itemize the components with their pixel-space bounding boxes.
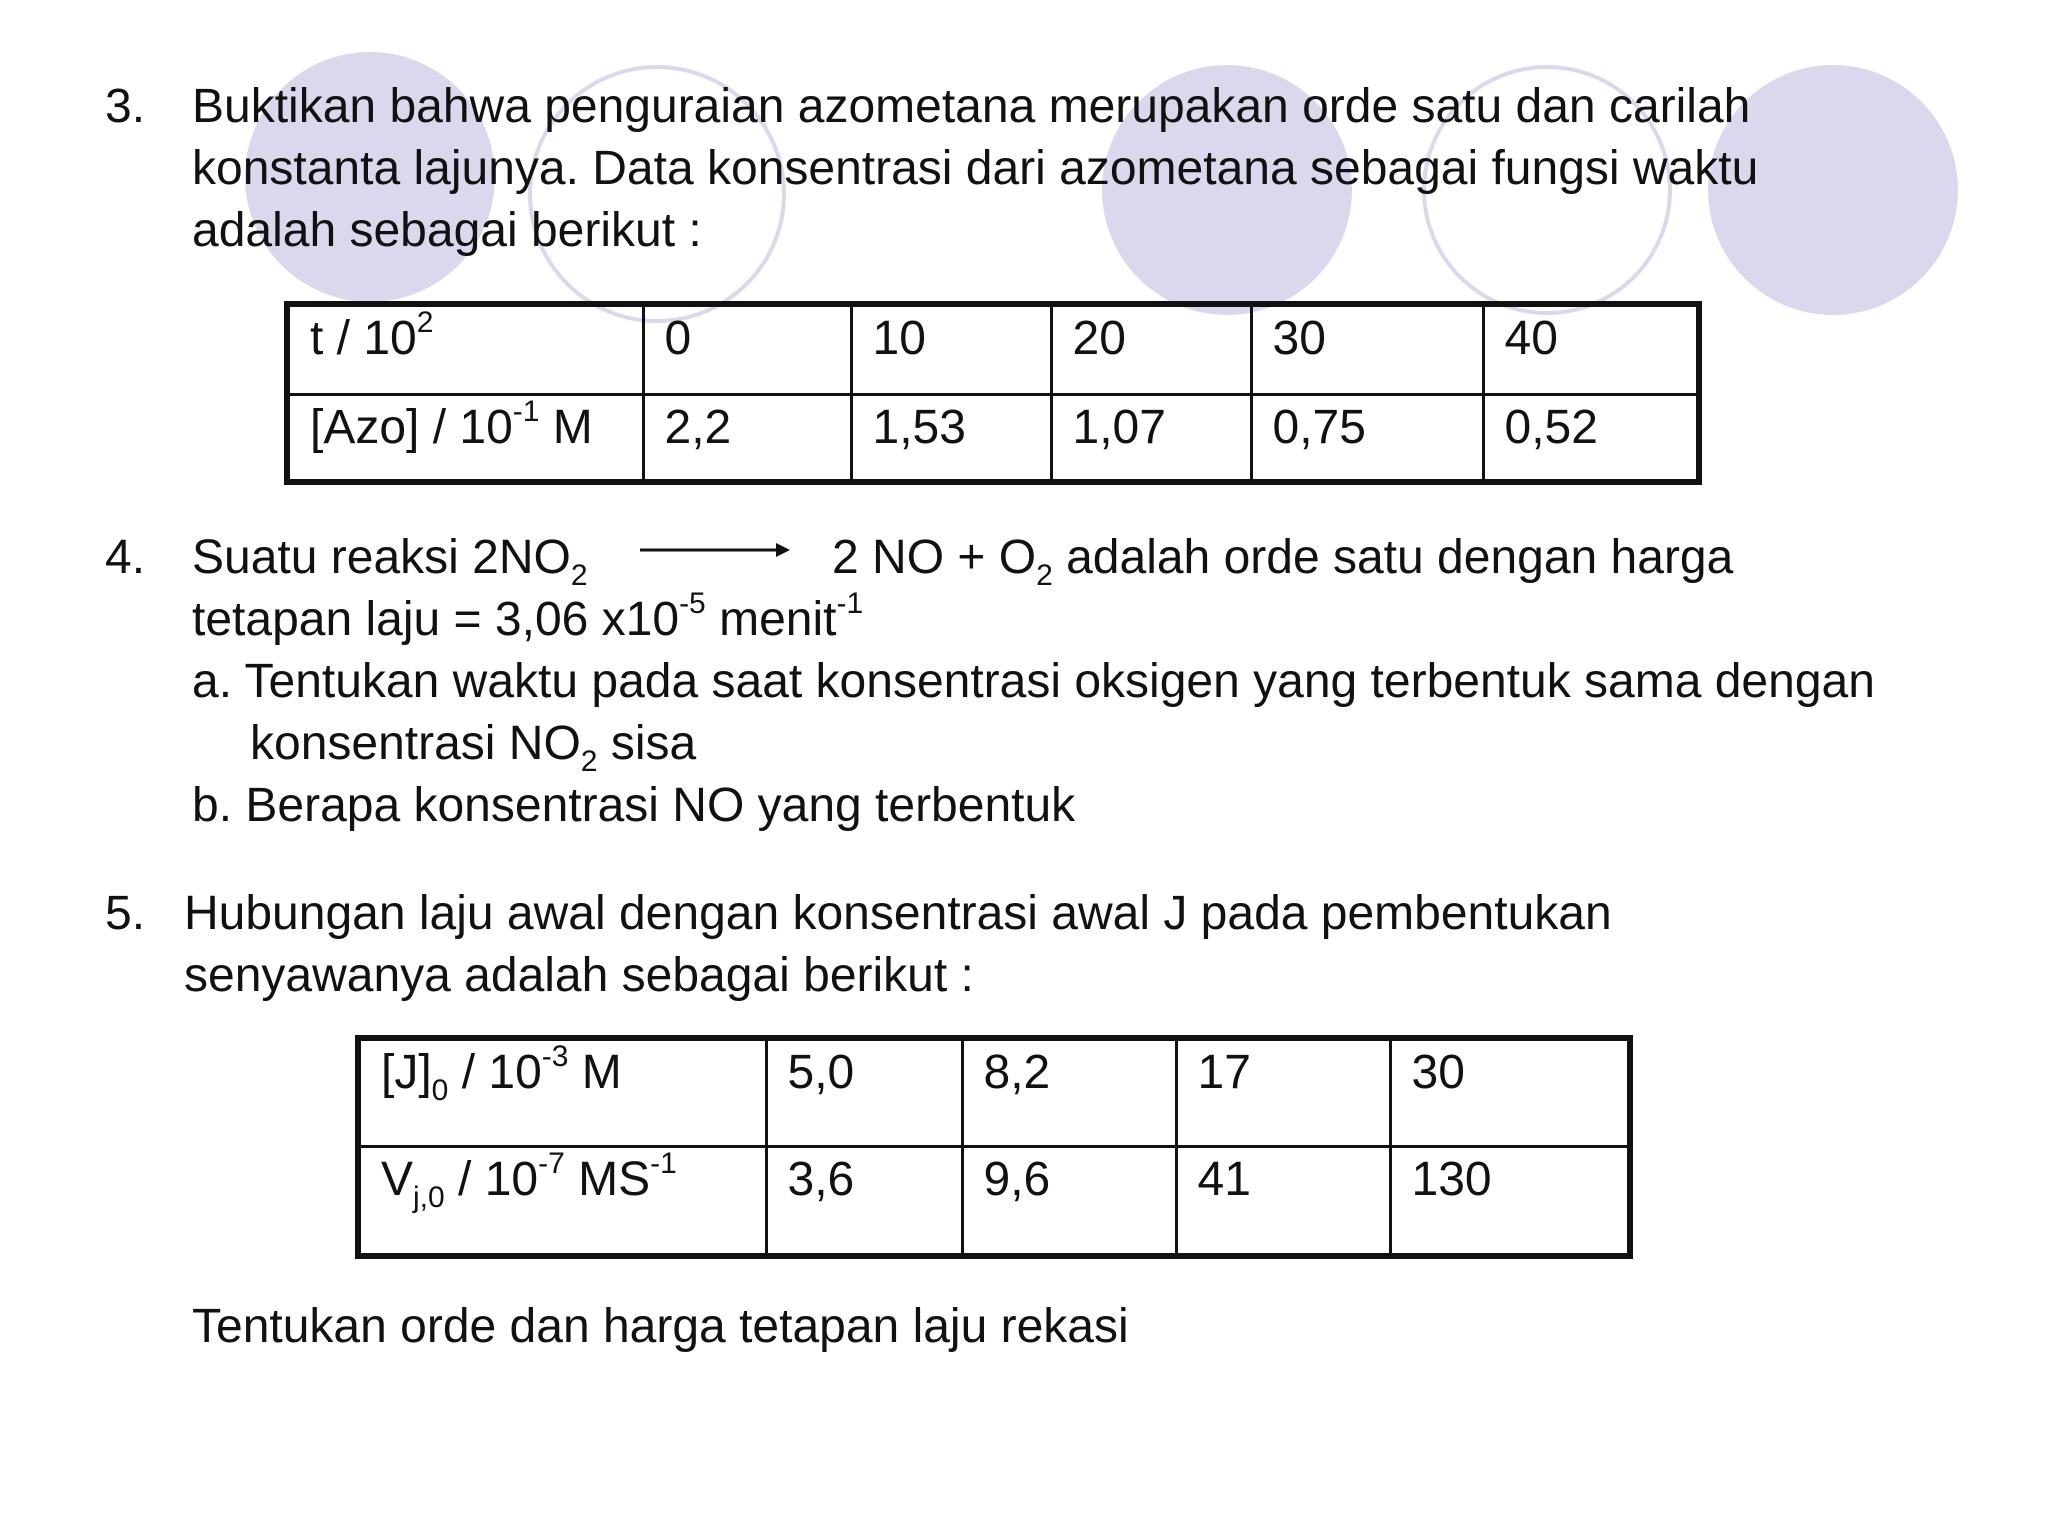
table-cell: 8,2 bbox=[962, 1038, 1176, 1146]
table-cell: 30 bbox=[1251, 304, 1483, 394]
closing-instruction: Tentukan orde dan harga tetapan laju rekasi bbox=[192, 1300, 1129, 1353]
question-text bbox=[184, 883, 2004, 1007]
table-row bbox=[358, 1038, 1630, 1146]
table-cell: 130 bbox=[1390, 1146, 1630, 1256]
reaction-left: Suatu reaksi $2NO_2$ bbox=[192, 531, 588, 592]
table-row bbox=[287, 394, 1699, 482]
azometana-table bbox=[284, 301, 1702, 485]
table-row bbox=[358, 1146, 1630, 1256]
table-cell: 41 bbox=[1176, 1146, 1390, 1256]
table-cell: 0,52 bbox=[1483, 394, 1699, 482]
table-cell: 2,2 bbox=[643, 394, 851, 482]
rate-constant-line: tetapan laju = 3,06 $x10^{-5}$ menit$^{-1}$ bbox=[192, 587, 864, 646]
question-text bbox=[192, 76, 2012, 262]
table-cell: 20 bbox=[1051, 304, 1251, 394]
text-line: Hubungan laju awal dengan konsentrasi awal J pada pembentukan bbox=[184, 887, 1612, 940]
question-number: 3. bbox=[105, 80, 146, 133]
table-cell: 10 bbox=[851, 304, 1051, 394]
reaction-right: 2 NO + $O_2$ adalah orde satu dengan harga bbox=[832, 531, 1734, 592]
question-number: 4. bbox=[105, 531, 146, 584]
rate-table bbox=[355, 1035, 1633, 1259]
table-cell: 30 bbox=[1390, 1038, 1630, 1146]
row-label: $[Azo] / 10^{-1}$ M bbox=[287, 394, 643, 482]
row-label: t / $10^2$ bbox=[287, 304, 643, 394]
table-cell: 0,75 bbox=[1251, 394, 1483, 482]
row-label: $[J]_0 / 10^{-3}$ M bbox=[358, 1038, 766, 1146]
text-line: senyawanya adalah sebagai berikut : bbox=[184, 949, 974, 1002]
table-row bbox=[287, 304, 1699, 394]
reaction-arrow-icon bbox=[640, 538, 790, 562]
table-cell: 5,0 bbox=[766, 1038, 962, 1146]
table-cell: 40 bbox=[1483, 304, 1699, 394]
text-line: adalah sebagai berikut : bbox=[192, 204, 702, 257]
question-number: 5. bbox=[105, 887, 146, 940]
table-cell: 1,07 bbox=[1051, 394, 1251, 482]
part-a-line-1: a. Tentukan waktu pada saat konsentrasi oksigen yang terbentuk sama dengan bbox=[192, 655, 1875, 708]
part-a-line-2: konsentrasi $NO_2$ sisa bbox=[250, 717, 697, 778]
table-cell: 9,6 bbox=[962, 1146, 1176, 1256]
table-cell: 17 bbox=[1176, 1038, 1390, 1146]
part-b-line: b. Berapa konsentrasi NO yang terbentuk bbox=[192, 779, 1076, 832]
text-line: konstanta lajunya. Data konsentrasi dari azometana sebagai fungsi waktu bbox=[192, 142, 1759, 195]
table-cell: 1,53 bbox=[851, 394, 1051, 482]
row-label: $V_{j,0} / 10^{-7}$ $MS^{-1}$ bbox=[358, 1146, 766, 1256]
table-cell: 3,6 bbox=[766, 1146, 962, 1256]
table-cell: 0 bbox=[643, 304, 851, 394]
text-line: Buktikan bahwa penguraian azometana merupakan orde satu dan carilah bbox=[192, 80, 1751, 133]
